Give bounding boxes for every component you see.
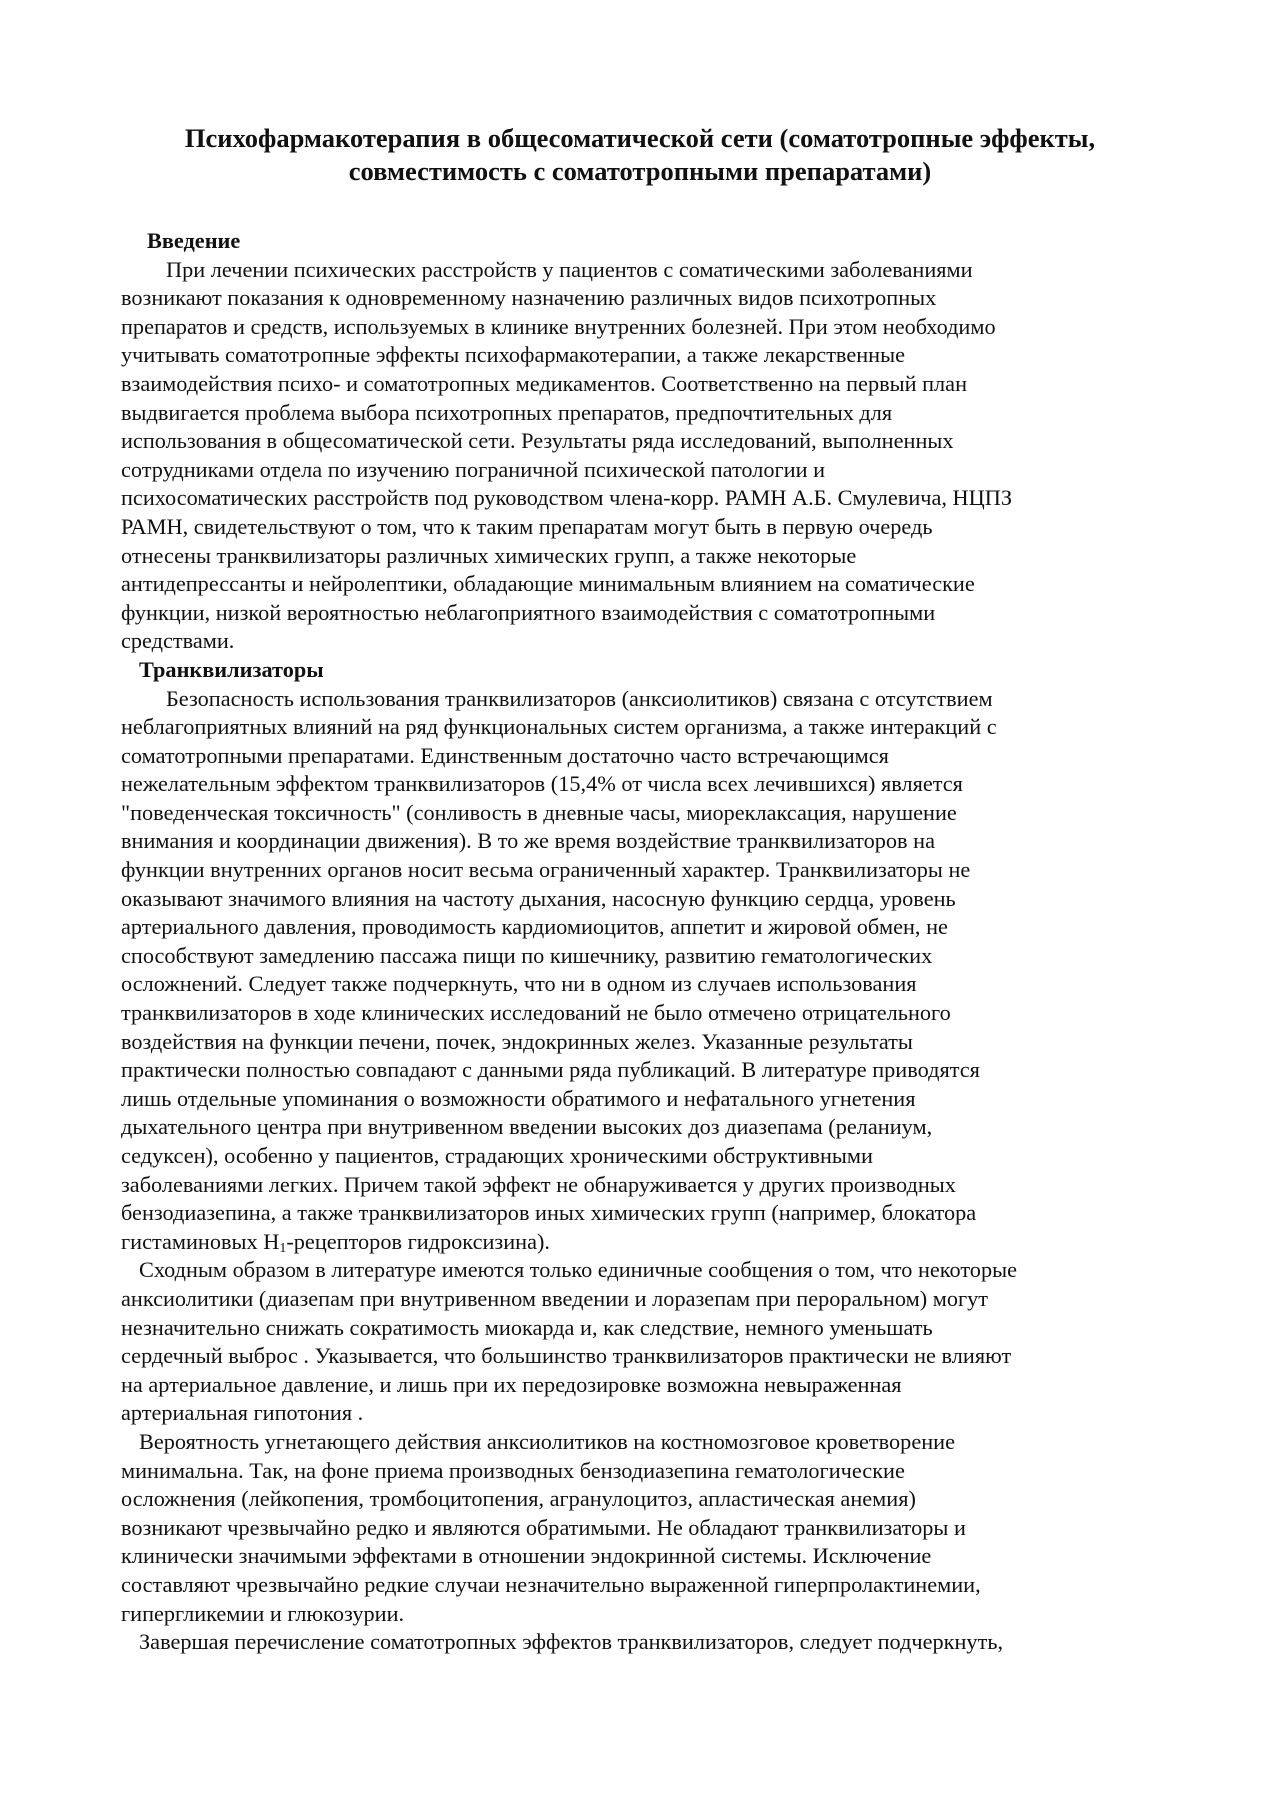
paragraph-line: соматотропными препаратами. Единственным достаточно часто встречающимся: [121, 742, 889, 768]
paragraph-line: антидепрессанты и нейролептики, обладающие минимальным влиянием на соматические: [121, 571, 975, 597]
paragraph-line: "поведенческая токсичность" (сонливость в дневные часы, миореклаксация, нарушение: [121, 799, 957, 825]
paragraph-line: функции, низкой вероятностью неблагоприятного взаимодействия с соматотропными: [121, 599, 936, 625]
paragraph-line: функции внутренних органов носит весьма ограниченный характер. Транквилизаторы не: [121, 857, 971, 883]
paragraph-line: артериального давления, проводимость кардиомиоцитов, аппетит и жировой обмен, не: [121, 914, 948, 940]
paragraph-line: седуксен), особенно у пациентов, страдающих хроническими обструктивными: [121, 1143, 873, 1168]
paragraph-line: осложнений. Следует также подчеркнуть, что ни в одном из случаев использования: [121, 971, 917, 997]
paragraph-line: воздействия на функции печени, почек, эндокринных желез. Указанные результаты: [121, 1028, 913, 1054]
paragraph-line: Завершая перечисление соматотропных эффектов транквилизаторов, следует подчеркнуть,: [139, 1629, 1004, 1655]
paragraph-line: оказывают значимого влияния на частоту дыхания, насосную функцию сердца, уровень: [121, 885, 956, 911]
paragraph-line: При лечении психических расстройств у пациентов с соматическими заболеваниями: [166, 256, 973, 282]
paragraph-line: составляют чрезвычайно редкие случаи незначительно выраженной гиперпролактинемии,: [121, 1571, 981, 1597]
paragraph-line: осложнения (лейкопения, тромбоцитопения, агранулоцитоз, апластическая анемия): [121, 1486, 916, 1512]
paragraph-tranquilizers-4: [121, 1628, 1171, 1657]
paragraph-line: минимальна. Так, на фоне приема производных бензодиазепина гематологические: [121, 1457, 905, 1483]
paragraph-line: артериальная гипотония .: [121, 1400, 364, 1426]
paragraph-tranquilizers-3: [121, 1428, 1171, 1628]
paragraph-line: неблагоприятных влияний на ряд функциональных систем организма, а также интеракций с: [121, 714, 997, 740]
paragraph-line: нежелательным эффектом транквилизаторов (15,4% от числа всех лечившихся) является: [121, 771, 963, 797]
paragraph-line: Безопасность использования транквилизаторов (анксиолитиков) связана с отсутствием: [166, 685, 993, 711]
paragraph-line: способствуют замедлению пассажа пищи по кишечнику, развитию гематологических: [121, 942, 933, 968]
paragraph-line: практически полностью совпадают с данными ряда публикаций. В литературе приводятся: [121, 1057, 980, 1083]
paragraph-tranquilizers-1: [121, 685, 1171, 1228]
paragraph-line: Вероятность угнетающего действия анксиолитиков на костномозговое кроветворение: [139, 1428, 955, 1454]
paragraph-line: средствами.: [121, 628, 235, 654]
paragraph-line: гистаминовых $H_1$-рецепторов гидроксизина).: [121, 1228, 550, 1256]
paragraph-line: отнесены транквилизаторы различных химических групп, а также некоторые: [121, 542, 857, 568]
paragraph-line: на артериальное давление, и лишь при их передозировке возможна невыраженная: [121, 1371, 902, 1397]
paragraph-line: взаимодействия психо- и соматотропных медикаментов. Соответственно на первый план: [121, 370, 968, 396]
paragraph-line: лишь отдельные упоминания о возможности обратимого и нефатального угнетения: [121, 1085, 916, 1111]
section-heading-tranquilizers: Транквилизаторы: [139, 656, 324, 682]
paragraph-line: бензодиазепина, а также транквилизаторов иных химических групп (например, блокатора: [121, 1200, 977, 1226]
paragraph-line: дыхательного центра при внутривенном введении высоких доз диазепама (реланиум,: [121, 1114, 933, 1140]
title-line: совместимость с соматотропными препаратами): [348, 156, 932, 186]
paragraph-line: выдвигается проблема выбора психотропных препаратов, предпочтительных для: [121, 399, 893, 425]
paragraph-line: препаратов и средств, используемых в клинике внутренних болезней. При этом необходимо: [121, 313, 996, 339]
paragraph-tranquilizers-2: [121, 1256, 1171, 1428]
paragraph-line: использования в общесоматической сети. Результаты ряда исследований, выполненных: [121, 428, 954, 454]
section-heading-introduction: Введение: [147, 228, 241, 253]
paragraph-line: гипергликемии и глюкозурии.: [121, 1600, 405, 1626]
paragraph-line: транквилизаторов в ходе клинических исследований не было отмечено отрицательного: [121, 1000, 951, 1026]
paragraph-line: анксиолитики (диазепам при внутривенном введении и лоразепам при пероральном) могут: [121, 1285, 989, 1311]
document-body: [121, 227, 1171, 1657]
title-line: Психофармакотерапия в общесоматической сети (соматотропные эффекты,: [184, 123, 1096, 153]
paragraph-line: психосоматических расстройств под руководством члена-корр. РАМН А.Б. Смулевича, НЦПЗ: [121, 485, 1013, 511]
paragraph-line: сотрудниками отдела по изучению пограничной психической патологии и: [121, 456, 826, 482]
paragraph-line: внимания и координации движения). В то же время воздействие транквилизаторов на: [121, 828, 935, 854]
paragraph-line: Сходным образом в литературе имеются только единичные сообщения о том, что некоторые: [139, 1257, 1017, 1283]
paragraph-line: клинически значимыми эффектами в отношении эндокринной системы. Исключение: [121, 1543, 932, 1569]
paragraph-introduction: [121, 256, 1171, 656]
paragraph-line: возникают чрезвычайно редко и являются обратимыми. Не обладают транквилизаторы и: [121, 1514, 966, 1540]
paragraph-line: возникают показания к одновременному назначению различных видов психотропных: [121, 285, 937, 311]
document-title: [100, 122, 1180, 188]
paragraph-line: заболеваниями легких. Причем такой эффект не обнаруживается у других производных: [121, 1171, 956, 1197]
paragraph-line: РАМН, свидетельствуют о том, что к таким препаратам могут быть в первую очередь: [121, 513, 933, 539]
paragraph-line: сердечный выброс . Указывается, что большинство транквилизаторов практически не влияют: [121, 1343, 1012, 1369]
paragraph-line: учитывать соматотропные эффекты психофармакотерапии, а также лекарственные: [121, 342, 905, 368]
paragraph-line: незначительно снижать сократимость миокарда и, как следствие, немного уменьшать: [121, 1314, 933, 1340]
